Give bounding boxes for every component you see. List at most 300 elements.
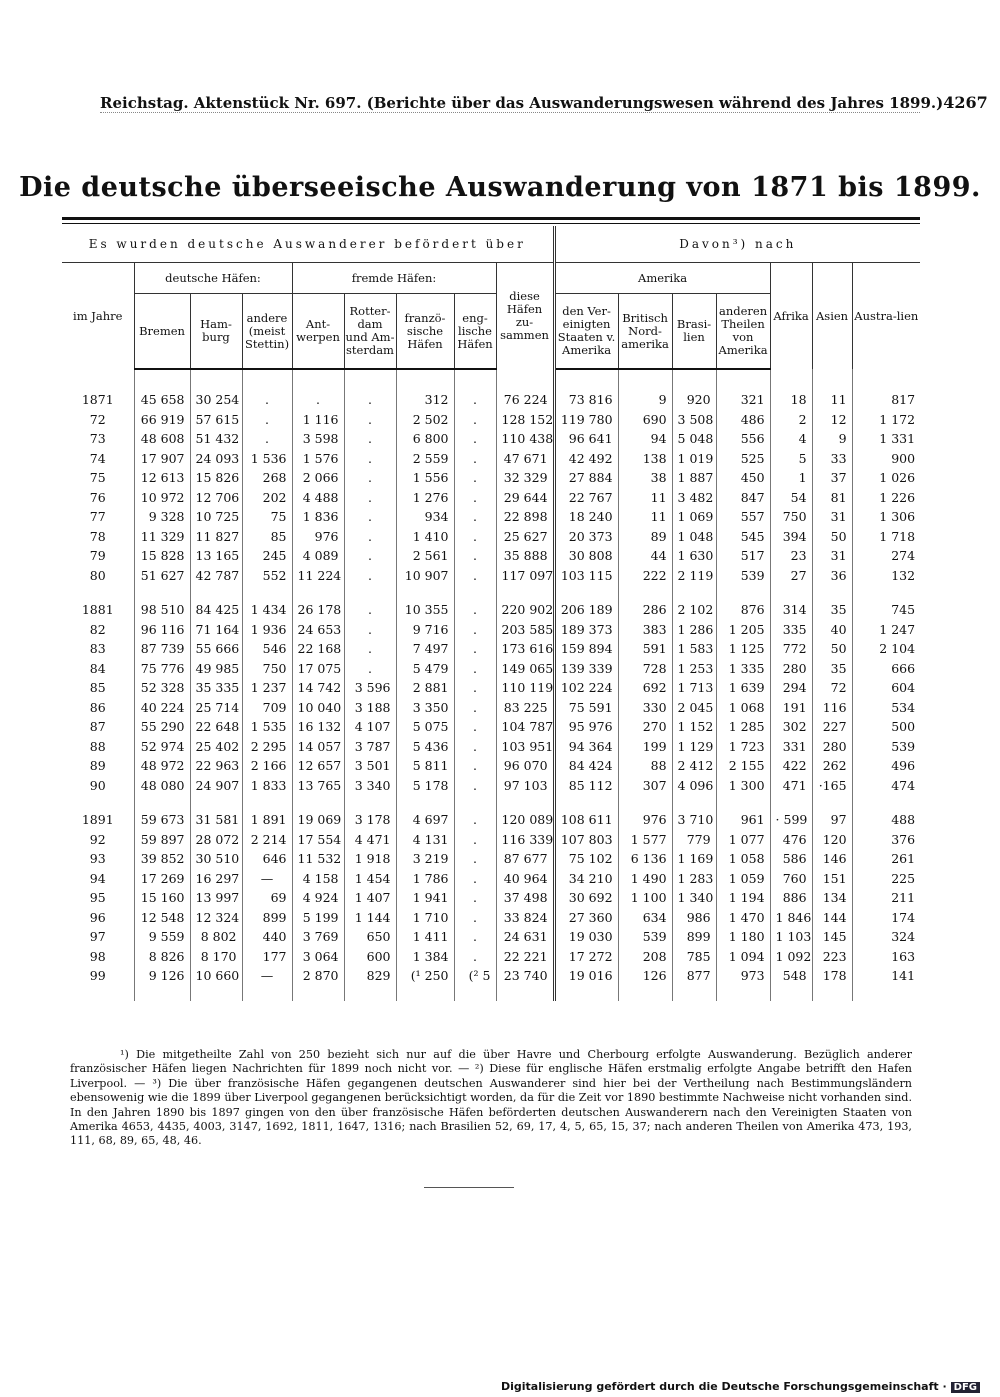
cell-franzoesische: 10 907 (396, 566, 454, 586)
cell-australien: 163 (852, 947, 920, 967)
cell-australien: 1 026 (852, 468, 920, 488)
spacer-cell (344, 585, 396, 600)
cell-andere: 546 (242, 639, 292, 659)
cell-britisch: 330 (618, 698, 672, 718)
cell-usa: 20 373 (554, 527, 618, 547)
spacer-cell (618, 986, 672, 1001)
cell-britisch: 270 (618, 717, 672, 737)
cell-jahr: 90 (89, 777, 106, 793)
subheader-deutsche-haefen: deutsche Häfen: (134, 263, 292, 294)
cell-jahr: 86 (89, 699, 106, 715)
cell-usa: 27 360 (554, 908, 618, 928)
cell-franzoesische: 9 716 (396, 620, 454, 640)
cell-rotterdam: 1 407 (344, 888, 396, 908)
cell-brasilien: 1 286 (672, 620, 716, 640)
col-header-afrika: Afrika (770, 263, 812, 370)
cell-britisch: 44 (618, 546, 672, 566)
cell-hamburg: 51 432 (190, 429, 242, 449)
cell-franzoesische: 1 941 (396, 888, 454, 908)
cell-britisch: 591 (618, 639, 672, 659)
cell-asien: 50 (812, 639, 852, 659)
spacer-cell (190, 986, 242, 1001)
cell-afrika: 335 (770, 620, 812, 640)
cell-bremen: 51 627 (134, 566, 190, 586)
cell-franzoesische: 2 559 (396, 449, 454, 469)
cell-antwerpen: 11 224 (292, 566, 344, 586)
cell-franzoesische: 5 436 (396, 737, 454, 757)
cell-englische: . (454, 566, 496, 586)
cell-zusammen: 33 824 (496, 908, 554, 928)
cell-rotterdam: . (344, 600, 396, 620)
cell-afrika: 1 103 (770, 927, 812, 947)
cell-britisch: 728 (618, 659, 672, 679)
cell-jahr: 82 (89, 621, 106, 637)
cell-jahr: 93 (89, 851, 106, 867)
cell-brasilien: 5 048 (672, 429, 716, 449)
cell-englische: . (454, 600, 496, 620)
cell-bremen: 11 329 (134, 527, 190, 547)
spacer-cell (496, 986, 554, 1001)
cell-rotterdam: 3 188 (344, 698, 396, 718)
cell-zusammen: 83 225 (496, 698, 554, 718)
cell-usa: 108 611 (554, 810, 618, 830)
cell-hamburg: 12 324 (190, 908, 242, 928)
cell-britisch: 208 (618, 947, 672, 967)
spacer-cell (716, 369, 770, 390)
cell-zusammen: 97 103 (496, 776, 554, 796)
cell-andere: . (242, 390, 292, 410)
cell-antwerpen: 3 064 (292, 947, 344, 967)
cell-englische: . (454, 429, 496, 449)
cell-brasilien: 2 045 (672, 698, 716, 718)
cell-anderen-theilen: 876 (716, 600, 770, 620)
cell-antwerpen: 4 089 (292, 546, 344, 566)
cell-rotterdam: 3 501 (344, 756, 396, 776)
cell-britisch: 11 (618, 507, 672, 527)
cell-usa: 102 224 (554, 678, 618, 698)
cell-brasilien: 3 508 (672, 410, 716, 430)
table-row (62, 390, 920, 410)
top-rule (62, 217, 920, 220)
cell-zusammen: 110 438 (496, 429, 554, 449)
spacer-cell (770, 795, 812, 810)
cell-afrika: 394 (770, 527, 812, 547)
cell-australien: 141 (852, 966, 920, 986)
cell-franzoesische: 1 410 (396, 527, 454, 547)
footnote-text: ¹) Die mitgetheilte Zahl von 250 bezieht sich nur auf die über Havre und Cherbourg erfolgte Auswanderung. Bezüglich anderer französischer Häfen liegen Nachrichten für 1899 noch nicht vor. — ²) Diese für englische Häfen erstmalig erfolgte Angabe betrifft den Hafen Liverpool. — ³) Die über französische Häfen gegangenen deutschen Auswanderer sind hier bei der Vertheilung nach Bestimmungsländern ebensowenig wie die 1899 über Liverpool gegangenen berücksichtigt worden, da für die Zeit vor 1890 bestimmte Nachweise nicht vorhanden sind. In den Jahren 1890 bis 1897 gingen von den über französische Häfen beförderten deutschen Auswanderern nach den Vereinigten Staaten von Amerika 4653, 4435, 4003, 3147, 1692, 1811, 1647, 1316; nach Brasilien 52, 69, 17, 4, 5, 65, 15, 37; nach anderen Theilen von Amerika 473, 193, 111, 68, 89, 65, 48, 46. (70, 1048, 912, 1148)
cell-hamburg: 57 615 (190, 410, 242, 430)
cell-australien: 174 (852, 908, 920, 928)
cell-australien: 2 104 (852, 639, 920, 659)
cell-usa: 19 016 (554, 966, 618, 986)
cell-franzoesische: 3 350 (396, 698, 454, 718)
cell-antwerpen: 19 069 (292, 810, 344, 830)
cell-asien: 37 (812, 468, 852, 488)
cell-britisch: 222 (618, 566, 672, 586)
cell-asien: 12 (812, 410, 852, 430)
col-header-antwerpen: Ant-werpen (292, 294, 344, 370)
cell-usa: 42 492 (554, 449, 618, 469)
table-row (62, 678, 920, 698)
cell-andere: 245 (242, 546, 292, 566)
spacer-cell (672, 585, 716, 600)
cell-australien: 539 (852, 737, 920, 757)
cell-bremen: 52 974 (134, 737, 190, 757)
cell-brasilien: 877 (672, 966, 716, 986)
table-row (62, 849, 920, 869)
table-row (62, 810, 920, 830)
cell-australien: 211 (852, 888, 920, 908)
spacer-cell (770, 585, 812, 600)
cell-australien: 1 172 (852, 410, 920, 430)
cell-hamburg: 71 164 (190, 620, 242, 640)
cell-brasilien: 1 152 (672, 717, 716, 737)
footnotes (70, 1048, 912, 1149)
spacer-cell (852, 369, 920, 390)
cell-englische: . (454, 810, 496, 830)
col-header-zusammen: diese Häfen zu-sammen (496, 263, 554, 370)
cell-brasilien: 2 102 (672, 600, 716, 620)
cell-zusammen: 23 740 (496, 966, 554, 986)
cell-englische: . (454, 468, 496, 488)
cell-englische: . (454, 449, 496, 469)
cell-brasilien: 1 583 (672, 639, 716, 659)
cell-andere: 750 (242, 659, 292, 679)
cell-bremen: 66 919 (134, 410, 190, 430)
spacer-cell (62, 986, 134, 1001)
spacer-cell (242, 795, 292, 810)
cell-brasilien: 1 630 (672, 546, 716, 566)
cell-andere: 1 434 (242, 600, 292, 620)
cell-rotterdam: . (344, 449, 396, 469)
cell-jahr: 78 (89, 528, 106, 544)
cell-rotterdam: . (344, 659, 396, 679)
cell-anderen-theilen: 1 180 (716, 927, 770, 947)
table-row (62, 869, 920, 889)
cell-britisch: 94 (618, 429, 672, 449)
cell-brasilien: 4 096 (672, 776, 716, 796)
cell-zusammen: 149 065 (496, 659, 554, 679)
cell-antwerpen: 2 870 (292, 966, 344, 986)
cell-antwerpen: 13 765 (292, 776, 344, 796)
spacer-cell (618, 795, 672, 810)
cell-hamburg: 13 165 (190, 546, 242, 566)
cell-zusammen: 104 787 (496, 717, 554, 737)
cell-antwerpen: . (292, 390, 344, 410)
cell-franzoesische: 1 276 (396, 488, 454, 508)
cell-brasilien: 2 412 (672, 756, 716, 776)
cell-zusammen: 40 964 (496, 869, 554, 889)
cell-bremen: 45 658 (134, 390, 190, 410)
table-row (62, 546, 920, 566)
cell-zusammen: 128 152 (496, 410, 554, 430)
cell-rotterdam: . (344, 527, 396, 547)
cell-australien: 666 (852, 659, 920, 679)
cell-andere: 1 237 (242, 678, 292, 698)
cell-rotterdam: . (344, 620, 396, 640)
col-header-rotterdam: Rotter-dam und Am-sterdam (344, 294, 396, 370)
cell-hamburg: 22 648 (190, 717, 242, 737)
cell-hamburg: 55 666 (190, 639, 242, 659)
cell-antwerpen: 10 040 (292, 698, 344, 718)
spacer-cell (770, 369, 812, 390)
cell-hamburg: 12 706 (190, 488, 242, 508)
cell-afrika: 54 (770, 488, 812, 508)
cell-jahr: 98 (89, 948, 106, 964)
cell-hamburg: 11 827 (190, 527, 242, 547)
cell-afrika: 331 (770, 737, 812, 757)
cell-asien: 72 (812, 678, 852, 698)
cell-brasilien: 1 129 (672, 737, 716, 757)
cell-afrika: 2 (770, 410, 812, 430)
closing-rule (424, 1187, 514, 1188)
cell-jahr: 95 (89, 890, 106, 906)
cell-zusammen: 24 631 (496, 927, 554, 947)
cell-andere: 552 (242, 566, 292, 586)
cell-franzoesische: 7 497 (396, 639, 454, 659)
cell-englische: . (454, 390, 496, 410)
cell-antwerpen: 17 554 (292, 830, 344, 850)
cell-australien: 1 306 (852, 507, 920, 527)
running-title: Reichstag. Aktenstück Nr. 697. (Berichte über das Auswanderungswesen während des Jahres 1899.) (100, 94, 944, 112)
table-row (62, 756, 920, 776)
cell-anderen-theilen: 321 (716, 390, 770, 410)
cell-usa: 107 803 (554, 830, 618, 850)
cell-antwerpen: 11 532 (292, 849, 344, 869)
cell-anderen-theilen: 1 125 (716, 639, 770, 659)
cell-zusammen: 29 644 (496, 488, 554, 508)
cell-asien: 116 (812, 698, 852, 718)
spacer-cell (554, 585, 618, 600)
cell-andere: 899 (242, 908, 292, 928)
cell-bremen: 48 972 (134, 756, 190, 776)
spacer-cell (672, 795, 716, 810)
spacer-cell (554, 795, 618, 810)
cell-rotterdam: 1 918 (344, 849, 396, 869)
cell-englische: . (454, 659, 496, 679)
cell-asien: 144 (812, 908, 852, 928)
cell-anderen-theilen: 517 (716, 546, 770, 566)
cell-usa: 206 189 (554, 600, 618, 620)
cell-englische: . (454, 488, 496, 508)
cell-antwerpen: 16 132 (292, 717, 344, 737)
table-row (62, 737, 920, 757)
cell-australien: 225 (852, 869, 920, 889)
cell-zusammen: 110 119 (496, 678, 554, 698)
cell-franzoesische: 1 384 (396, 947, 454, 967)
cell-afrika: 302 (770, 717, 812, 737)
cell-rotterdam: 4 107 (344, 717, 396, 737)
cell-englische: . (454, 639, 496, 659)
spacer-cell (396, 369, 454, 390)
cell-bremen: 17 269 (134, 869, 190, 889)
cell-franzoesische: 4 131 (396, 830, 454, 850)
cell-andere: 440 (242, 927, 292, 947)
cell-asien: 280 (812, 737, 852, 757)
cell-hamburg: 25 714 (190, 698, 242, 718)
cell-asien: 33 (812, 449, 852, 469)
cell-brasilien: 2 119 (672, 566, 716, 586)
cell-afrika: · 599 (770, 810, 812, 830)
cell-jahr: 96 (89, 909, 106, 925)
cell-anderen-theilen: 557 (716, 507, 770, 527)
table-row (62, 527, 920, 547)
cell-afrika: 476 (770, 830, 812, 850)
table-row (62, 488, 920, 508)
cell-usa: 139 339 (554, 659, 618, 679)
spacer-cell (554, 986, 618, 1001)
cell-hamburg: 30 254 (190, 390, 242, 410)
spacer-cell (134, 795, 190, 810)
cell-franzoesische: 5 479 (396, 659, 454, 679)
cell-bremen: 8 826 (134, 947, 190, 967)
cell-afrika: 586 (770, 849, 812, 869)
cell-bremen: 52 328 (134, 678, 190, 698)
cell-afrika: 191 (770, 698, 812, 718)
spacer-cell (242, 585, 292, 600)
cell-englische: . (454, 869, 496, 889)
table-row (62, 449, 920, 469)
cell-bremen: 12 548 (134, 908, 190, 928)
cell-hamburg: 10 725 (190, 507, 242, 527)
cell-anderen-theilen: 1 205 (716, 620, 770, 640)
table-body (62, 369, 920, 1001)
cell-antwerpen: 17 075 (292, 659, 344, 679)
cell-andere: 1 536 (242, 449, 292, 469)
cell-asien: 31 (812, 507, 852, 527)
cell-britisch: 126 (618, 966, 672, 986)
cell-australien: 376 (852, 830, 920, 850)
cell-asien: 35 (812, 659, 852, 679)
cell-rotterdam: 3 787 (344, 737, 396, 757)
cell-andere: 69 (242, 888, 292, 908)
cell-asien: 97 (812, 810, 852, 830)
table-row (62, 600, 920, 620)
cell-australien: 1 247 (852, 620, 920, 640)
cell-hamburg: 84 425 (190, 600, 242, 620)
cell-jahr: 88 (89, 738, 106, 754)
cell-rotterdam: . (344, 410, 396, 430)
cell-rotterdam: . (344, 639, 396, 659)
cell-australien: 1 718 (852, 527, 920, 547)
table-row (62, 908, 920, 928)
cell-zusammen: 117 097 (496, 566, 554, 586)
cell-britisch: 138 (618, 449, 672, 469)
cell-rotterdam: 4 471 (344, 830, 396, 850)
cell-antwerpen: 3 769 (292, 927, 344, 947)
cell-australien: 488 (852, 810, 920, 830)
cell-zusammen: 22 221 (496, 947, 554, 967)
cell-franzoesische: 6 800 (396, 429, 454, 449)
cell-bremen: 15 160 (134, 888, 190, 908)
cell-asien: 11 (812, 390, 852, 410)
cell-afrika: 1 846 (770, 908, 812, 928)
cell-britisch: 634 (618, 908, 672, 928)
cell-australien: 534 (852, 698, 920, 718)
cell-usa: 84 424 (554, 756, 618, 776)
cell-brasilien: 1 048 (672, 527, 716, 547)
cell-antwerpen: 976 (292, 527, 344, 547)
cell-antwerpen: 1 116 (292, 410, 344, 430)
spacer-cell (396, 795, 454, 810)
cell-antwerpen: 22 168 (292, 639, 344, 659)
cell-anderen-theilen: 450 (716, 468, 770, 488)
cell-australien: 1 226 (852, 488, 920, 508)
cell-franzoesische: 4 697 (396, 810, 454, 830)
cell-usa: 30 808 (554, 546, 618, 566)
cell-hamburg: 8 802 (190, 927, 242, 947)
cell-andere: 177 (242, 947, 292, 967)
cell-jahr: 75 (89, 470, 106, 486)
cell-bremen: 98 510 (134, 600, 190, 620)
cell-brasilien: 3 710 (672, 810, 716, 830)
cell-asien: 178 (812, 966, 852, 986)
cell-jahr: 1871 (81, 392, 114, 408)
cell-australien: 817 (852, 390, 920, 410)
table-row (62, 776, 920, 796)
cell-franzoesische: 2 561 (396, 546, 454, 566)
cell-asien: 81 (812, 488, 852, 508)
cell-afrika: 18 (770, 390, 812, 410)
cell-bremen: 87 739 (134, 639, 190, 659)
cell-antwerpen: 3 598 (292, 429, 344, 449)
table-row (62, 429, 920, 449)
cell-antwerpen: 1 836 (292, 507, 344, 527)
table-row (62, 410, 920, 430)
cell-anderen-theilen: 1 723 (716, 737, 770, 757)
cell-brasilien: 899 (672, 927, 716, 947)
cell-australien: 604 (852, 678, 920, 698)
spacer-cell (454, 369, 496, 390)
cell-anderen-theilen: 973 (716, 966, 770, 986)
cell-rotterdam: 829 (344, 966, 396, 986)
cell-usa: 75 591 (554, 698, 618, 718)
cell-britisch: 88 (618, 756, 672, 776)
cell-hamburg: 49 985 (190, 659, 242, 679)
page-title: Die deutsche überseeische Auswanderung von 1871 bis 1899. (19, 172, 981, 203)
cell-bremen: 9 559 (134, 927, 190, 947)
cell-antwerpen: 4 488 (292, 488, 344, 508)
cell-brasilien: 1 713 (672, 678, 716, 698)
cell-hamburg: 24 093 (190, 449, 242, 469)
cell-britisch: 690 (618, 410, 672, 430)
spacer-cell (812, 369, 852, 390)
cell-usa: 17 272 (554, 947, 618, 967)
spacer-cell (496, 795, 554, 810)
cell-britisch: 6 136 (618, 849, 672, 869)
spacer-cell (292, 369, 344, 390)
cell-anderen-theilen: 2 155 (716, 756, 770, 776)
cell-rotterdam: . (344, 566, 396, 586)
cell-afrika: 772 (770, 639, 812, 659)
top-rule-thin (62, 223, 920, 224)
cell-brasilien: 1 169 (672, 849, 716, 869)
cell-zusammen: 87 677 (496, 849, 554, 869)
cell-franzoesische: 5 075 (396, 717, 454, 737)
cell-andere: 1 535 (242, 717, 292, 737)
spacer-cell (770, 986, 812, 1001)
spacer-cell (134, 986, 190, 1001)
table-row (62, 888, 920, 908)
cell-hamburg: 25 402 (190, 737, 242, 757)
table-row (62, 830, 920, 850)
cell-hamburg: 22 963 (190, 756, 242, 776)
cell-anderen-theilen: 525 (716, 449, 770, 469)
cell-britisch: 89 (618, 527, 672, 547)
cell-anderen-theilen: 1 068 (716, 698, 770, 718)
cell-asien: 227 (812, 717, 852, 737)
table-row (62, 639, 920, 659)
